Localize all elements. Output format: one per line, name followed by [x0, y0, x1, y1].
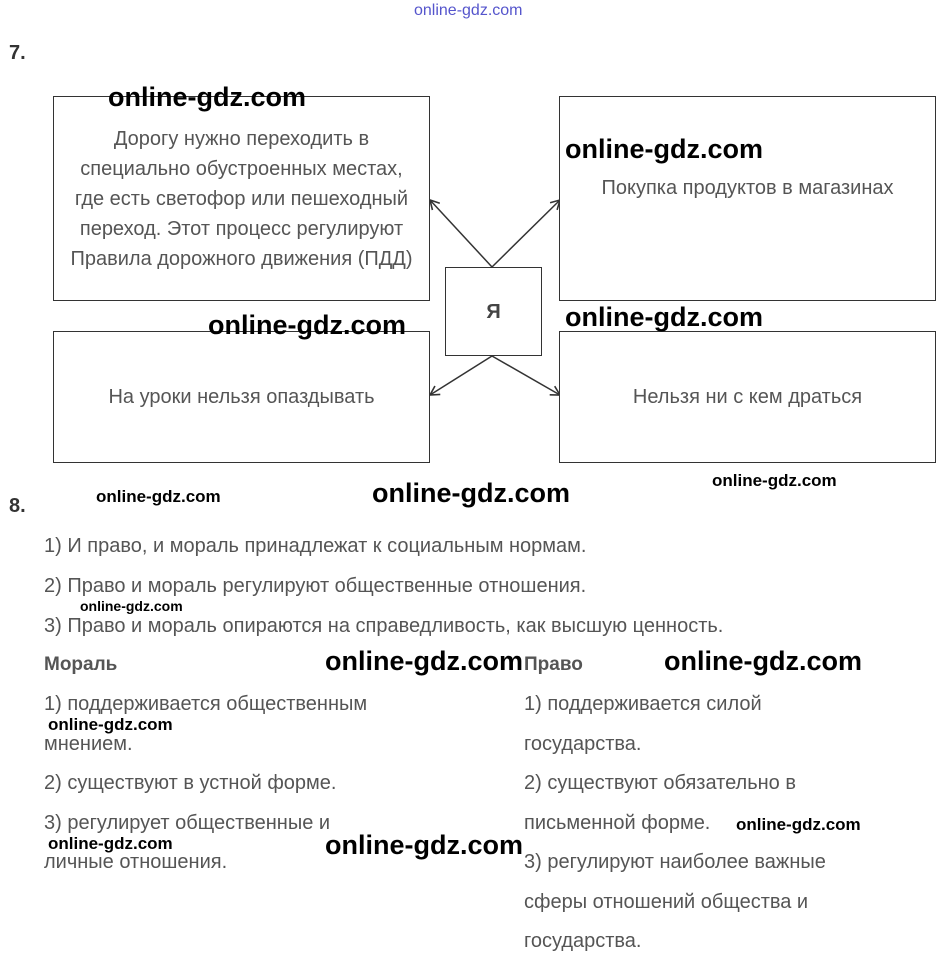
watermark: online-gdz.com — [80, 598, 183, 614]
law-line-4: письменной форме. — [524, 812, 711, 834]
law-line-2: государства. — [524, 733, 642, 755]
box-top-right-text: Покупка продуктов в магазинах — [601, 177, 894, 199]
watermark-top: online-gdz.com — [414, 2, 523, 19]
arrow-bottom-right — [492, 356, 560, 395]
task-7-number: 7. — [9, 42, 26, 64]
morality-title: Мораль — [44, 654, 118, 675]
arrow-top-right — [492, 200, 560, 267]
watermark: online-gdz.com — [208, 310, 406, 340]
box-bottom-left-text: На уроки нельзя опаздывать — [108, 386, 375, 408]
box-top-right — [559, 96, 936, 301]
law-line-6: сферы отношений общества и — [524, 891, 809, 913]
morality-line-2: мнением. — [44, 733, 133, 755]
watermark: online-gdz.com — [712, 471, 837, 490]
watermark: online-gdz.com — [325, 646, 523, 676]
arrow-bottom-left — [430, 356, 492, 395]
watermark: online-gdz.com — [48, 834, 173, 853]
watermark: online-gdz.com — [96, 487, 221, 506]
law-line-7: государства. — [524, 930, 642, 952]
law-title: Право — [524, 654, 583, 675]
morality-line-4: 3) регулирует общественные и — [44, 812, 331, 834]
box-top-left-text: Дорогу нужно переходить в специально обустроенных местах, где есть светофор или пешеходный переход. Этот процесс регулируют Правила дорожного движения (ПДД) — [70, 127, 413, 270]
morality-line-5: личные отношения. — [44, 851, 228, 873]
common-line-2: 2) Право и мораль регулируют общественные отношения. — [44, 575, 587, 597]
law-line-3: 2) существуют обязательно в — [524, 772, 796, 794]
center-box-me — [445, 267, 542, 356]
task-8-number: 8. — [9, 495, 26, 517]
law-line-1: 1) поддерживается силой — [524, 693, 762, 715]
watermark: online-gdz.com — [664, 646, 862, 676]
watermark: online-gdz.com — [325, 830, 523, 860]
watermark: online-gdz.com — [108, 82, 306, 112]
watermark: online-gdz.com — [565, 134, 763, 164]
watermark: online-gdz.com — [565, 302, 763, 332]
arrow-top-left — [430, 200, 492, 267]
box-bottom-left — [53, 331, 430, 463]
morality-line-3: 2) существуют в устной форме. — [44, 772, 337, 794]
morality-line-1: 1) поддерживается общественным — [44, 693, 368, 715]
watermark: online-gdz.com — [372, 478, 570, 508]
watermark: online-gdz.com — [736, 815, 861, 834]
center-box-label: Я — [486, 300, 501, 323]
law-line-5: 3) регулируют наиболее важные — [524, 851, 826, 873]
box-top-left — [53, 96, 430, 301]
common-line-1: 1) И право, и мораль принадлежат к социальным нормам. — [44, 535, 587, 557]
box-bottom-right — [559, 331, 936, 463]
watermark: online-gdz.com — [48, 715, 173, 734]
box-bottom-right-text: Нельзя ни с кем драться — [632, 386, 863, 408]
common-line-3: 3) Право и мораль опираются на справедливость, как высшую ценность. — [44, 615, 724, 637]
